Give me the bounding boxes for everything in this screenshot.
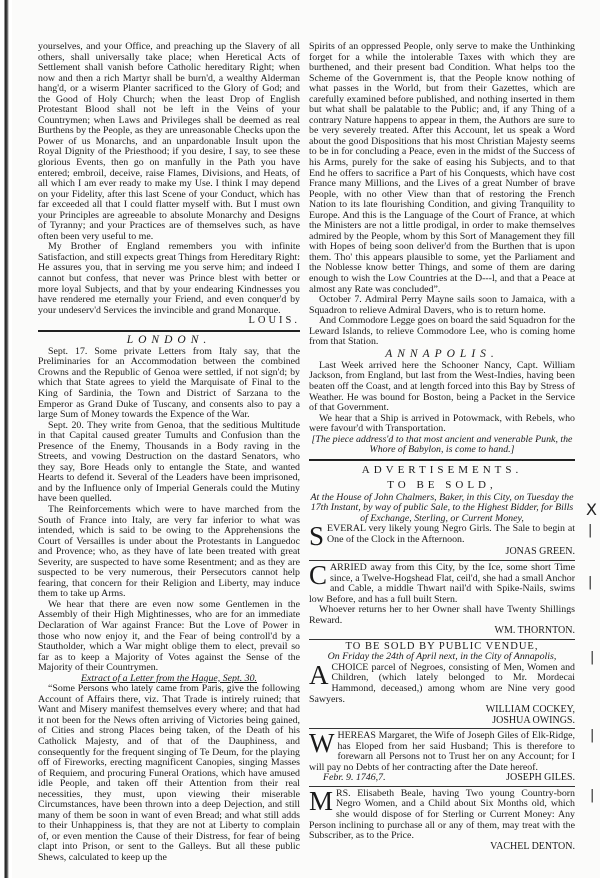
ad-subtitle: On Friday the 24th of April next, in the City of Annapolis, (327, 651, 557, 663)
margin-tick-mark: | (590, 650, 595, 665)
advertisement-beale (309, 785, 575, 852)
ad-signature: WILLIAM COCKEY, (485, 704, 575, 716)
advertisement-thornton (309, 559, 575, 637)
ad-divider (309, 639, 575, 640)
ad-divider (309, 786, 575, 787)
advertisement-chalmers (309, 478, 575, 558)
ad-title: TO BE SOLD, (387, 478, 497, 491)
drop-cap: S (309, 521, 325, 552)
ad-divider (309, 560, 575, 561)
ad-text: HEREAS Margaret, the Wife of Joseph Giles of Elk-Ridge, has Eloped from her said Husband; This is therefore to forewarn all Persons not to Trust her on any Account; for I will pay no Debts of her contracting after the Date hereof. (309, 730, 575, 773)
letter-signature: LOUIS. (248, 315, 300, 327)
drop-cap: M (309, 785, 334, 816)
page-binding-edge (0, 0, 12, 878)
margin-tick-mark: | (588, 523, 593, 538)
ad-signature: VACHEL DENTON. (490, 840, 575, 852)
margin-tick-mark: | (588, 575, 593, 590)
news-paragraph: Sept. 20. They write from Genoa, that the seditious Multitude in that Capital caused greater Tumults and Confusion than the Presence of the Enemy, Thousands in a Body raving in the Streets, and vowing Destruction on the dastard Senators, who they say, Bore Heads only to entangle the State, and wanted Hearts to defend it. Several of the Leaders have been imprisoned, and by the Influence only of Imperial Generals could the Mutiny have been quelled. (38, 419, 300, 505)
letter-body-2: My Brother of England remembers you with infinite Satisfaction, and still expects great Things from Hereditary Right: He assures you, that in serving me you serve him; and indeed I cannot but confess, that never was Prince blest with better or more loyal Subjects, and that by your endearing Kindnesses you have rendered me eternally your Friend, and even conquer'd by your undeserv'd Services the invincible and grand Monarque. (38, 241, 300, 316)
right-column (309, 42, 575, 852)
ad-date: Febr. 9. 1746,7. (323, 772, 386, 784)
left-column (38, 42, 300, 864)
margin-x-mark: X (586, 500, 597, 519)
advertisements-heading: ADVERTISEMENTS. (361, 463, 523, 476)
advertisement-vendue (309, 642, 575, 726)
drop-cap: W (309, 728, 335, 759)
advertisement-giles (309, 728, 575, 784)
news-paragraph: October 7. Admiral Perry Mayne sails soon to Jamaica, with a Squadron to relieve Admiral Davers, who is to return home. (309, 294, 575, 316)
section-divider (309, 459, 575, 461)
ad-text: CHOICE parcel of Negroes, consisting of Men, Women and Children, (which lately belonged to Mr. Mordecai Hammond, deceased,) among whom are Nine very good Sawyers. (309, 661, 575, 705)
drop-cap: A (309, 659, 329, 690)
ad-signature: JOSHUA OWINGS. (492, 714, 575, 726)
news-paragraph: We hear that a Ship is arrived in Potowmack, with Rebels, who were favour'd with Transportation. (309, 412, 575, 435)
ad-text-2: Whoever returns her to her Owner shall have Twenty Shillings Reward. (309, 604, 575, 626)
london-heading: LONDON. (126, 333, 212, 346)
news-paragraph: The Reinforcements which were to have marched from the South of France into Italy, are very far inferior to what was intended, which is said to be owing to the Apprehensions the Court of Versailles is under about the Protestants in Languedoc and Provence; who, as they have of late been treated with great Severity, are suspected to have some Resentment; and as they are suspected to be very numerous, their Persecutors cannot help fearing, that concern for their Religion and Liberty, may induce them to take up Arms. (38, 503, 300, 600)
ad-signature: JOSEPH GILES. (506, 772, 575, 784)
ad-signature: JONAS GREEN. (505, 546, 575, 558)
ad-signature: WM. THORNTON. (494, 625, 575, 637)
ad-subtitle: At the House of John Chalmers, Baker, in this City, on Tuesday the 17th Instant, by way of public Sale, to the Highest Bidder, for Bills of Exchange, Sterling, or Current Money, (310, 491, 574, 524)
ad-text: RS. Elisabeth Beale, having Two young Country-born Negro Women, and a Child about Six Months old, which she would dispose of for Sterling or Current Money: Any Person inclining to purchase all or any of them, may treat with the Subscriber, as to the Price. (309, 787, 575, 842)
ad-title: TO BE SOLD BY PUBLIC VENDUE, (345, 640, 539, 652)
drop-cap: C (309, 559, 328, 590)
ad-text: EVERAL very likely young Negro Girls. The Sale to begin at One of the Clock in the Afternoon. (327, 523, 575, 545)
news-paragraph: We hear that there are even now some Gentlemen in the Assembly of their High Mightinesses, who are for an immediate Declaration of War against France: But the Love of Power in those who now enjoy it, and the Fear of being controll'd by a Stautholder, which a War might oblige them to elect, prevail so far as to keep a Majority of Votes against the Sense of the Majority of their Countrymen. (38, 598, 300, 674)
ad-text: ARRIED away from this City, by the Ice, some short Time since, a Twelve-Hogshead Flat, ceil'd, she had a small Anchor and Cable, a middle Thwart nail'd with Spike-Nails, swims low Before, and has a full built Stern. (309, 561, 575, 605)
news-paragraph: Sept. 17. Some private Letters from Italy say, that the Preliminaries for an Accommodation between the combined Crowns and the Republic of Genoa were settled, if not sign'd; by which that State agrees to yield the Marquisate of Final to the King of Sardinia, the Town and District of Sarzana to the Emperor as Grand Duke of Tuscany, and consents also to pay a large Sum of Money towards the Expence of the War. (38, 345, 300, 421)
annapolis-heading: ANNAPOLIS. (385, 347, 499, 360)
margin-tick-mark: | (590, 788, 595, 803)
section-divider (38, 330, 300, 332)
extract-heading: Extract of a Letter from the Hague, Sept. 30. (81, 672, 257, 684)
editor-notice: [The piece address'd to that most ancient and venerable Punk, the Whore of Babylon, is come to hand.] (311, 433, 573, 456)
letter-body: yourselves, and your Office, and preaching up the Slavery of all others, shall universally take place; when Heretical Acts of Settlement shall vanish before Catholic hereditary Right; when now and then a rich Martyr shall be burn'd, a wealthy Alderman hang'd, or a wiserm Planter sacrificed to the Glory of God; and the Good of Holy Church; when the least Drop of English Protestant Blood shall not be left in the Veins of your Countrymen; when Laws and Privileges shall be deemed as real Burthens by the People, as they are unreasonable Checks upon the Power of us Monarchs, and an unpardonable Insult upon the Royal Dignity of the Priesthood; if you desire, I say, to see these glorious Events, then go on manfully in the Path you have entered; embroil, deceive, raise Flames, Divisions, and Heats, of all which I am ever ready to make my Use. I think I may depend on your Fidelity, after this last Scene of your Conduct, which has far exceeded all that I could flatter myself with. But I must own your Principles are agreeable to absolute Monarchy and Designs of Tyranny; and your Practices are of themselves such, as have often been very useful to me. (38, 41, 300, 242)
extract-text: “Some Persons who lately came from Paris, give the following Account of Affairs there, viz. That Trade is intirely ruined; that Want and Misery manifest themselves every where; and that had it not been for the News often arriving of Victories being gained, of Cities and strong Places being taken, of the Death of his Catholick Majesty, and of that of the Dauphiness, and consequently for the frequent singing of Te Deum, for the playing off of Fireworks, erecting magnificent Canopies, singing Masses of Requiem, and procuring Funeral Orations, which have amused idle People, and taken off their Attention from their real necessities, they must, upon viewing their miserable Circumstances, have been thrown into a deep Dejection, and still many of them be soon in want of even Bread; and what still adds to their Unhappiness is, that they are not at Liberty to complain of, or even mention the Cause of their Distress, for fear of being clapt into Prison, or sent to the Galleys. But all these public Shews, calculated to keep up the (38, 683, 300, 864)
margin-tick-mark: | (590, 728, 595, 743)
extract-continuation: Spirits of an oppressed People, only serve to make the Unthinking forget for a while the intolerable Taxes with which they are burthened, and their present bad Condition. What helps too the Scheme of the Government is, that the People know nothing of what passes in the World, but from their Gazettes, which are carefully examined before published, and nothing inserted in them but what shall be palatable to the Public; and, if any Thing of a contrary Nature happens to appear in them, the Authors are sure to be very severely treated. After this Account, let us speak a Word about the good Dispositions that his most Christian Majesty seems to be in for concluding a Peace, even in the midst of the Success of his Arms, purely for the sake of easing his Subjects, and to that End he offers to sacrifice a Part of his Conquests, which have cost France many Millions, and the Lives of a great Number of brave People, with no other View than that of restoring the French Nation to its late flourishing Condition, and giving Tranquility to Europe. And this is the Language of the Court of France, at which the Ministers are not a little prodigal, in order to make themselves admired by the People, whom by this Sort of Management they fill with Hopes of being soon deliver'd from the Burthen that is upon them. Tho' this appears plausible to some, yet the Parliament and the Noblesse know better Things, and some of them are daring enough to wish the Low Countries at the D---l, and that a Peace at almost any Rate was concluded”. (309, 41, 575, 295)
news-paragraph: And Commodore Legge goes on board the said Squadron for the Leward Islands, to relieve Commodore Lee, who is coming home from that Station. (309, 315, 575, 348)
news-paragraph: Last Week arrived here the Schooner Nancy, Capt. William Jackson, from England, but last from the West-Indies, having been beaten off the Coast, and at length forced into this Bay by Stress of Weather. He was bound for Boston, being a Packet in the Service of that Government. (309, 359, 575, 414)
